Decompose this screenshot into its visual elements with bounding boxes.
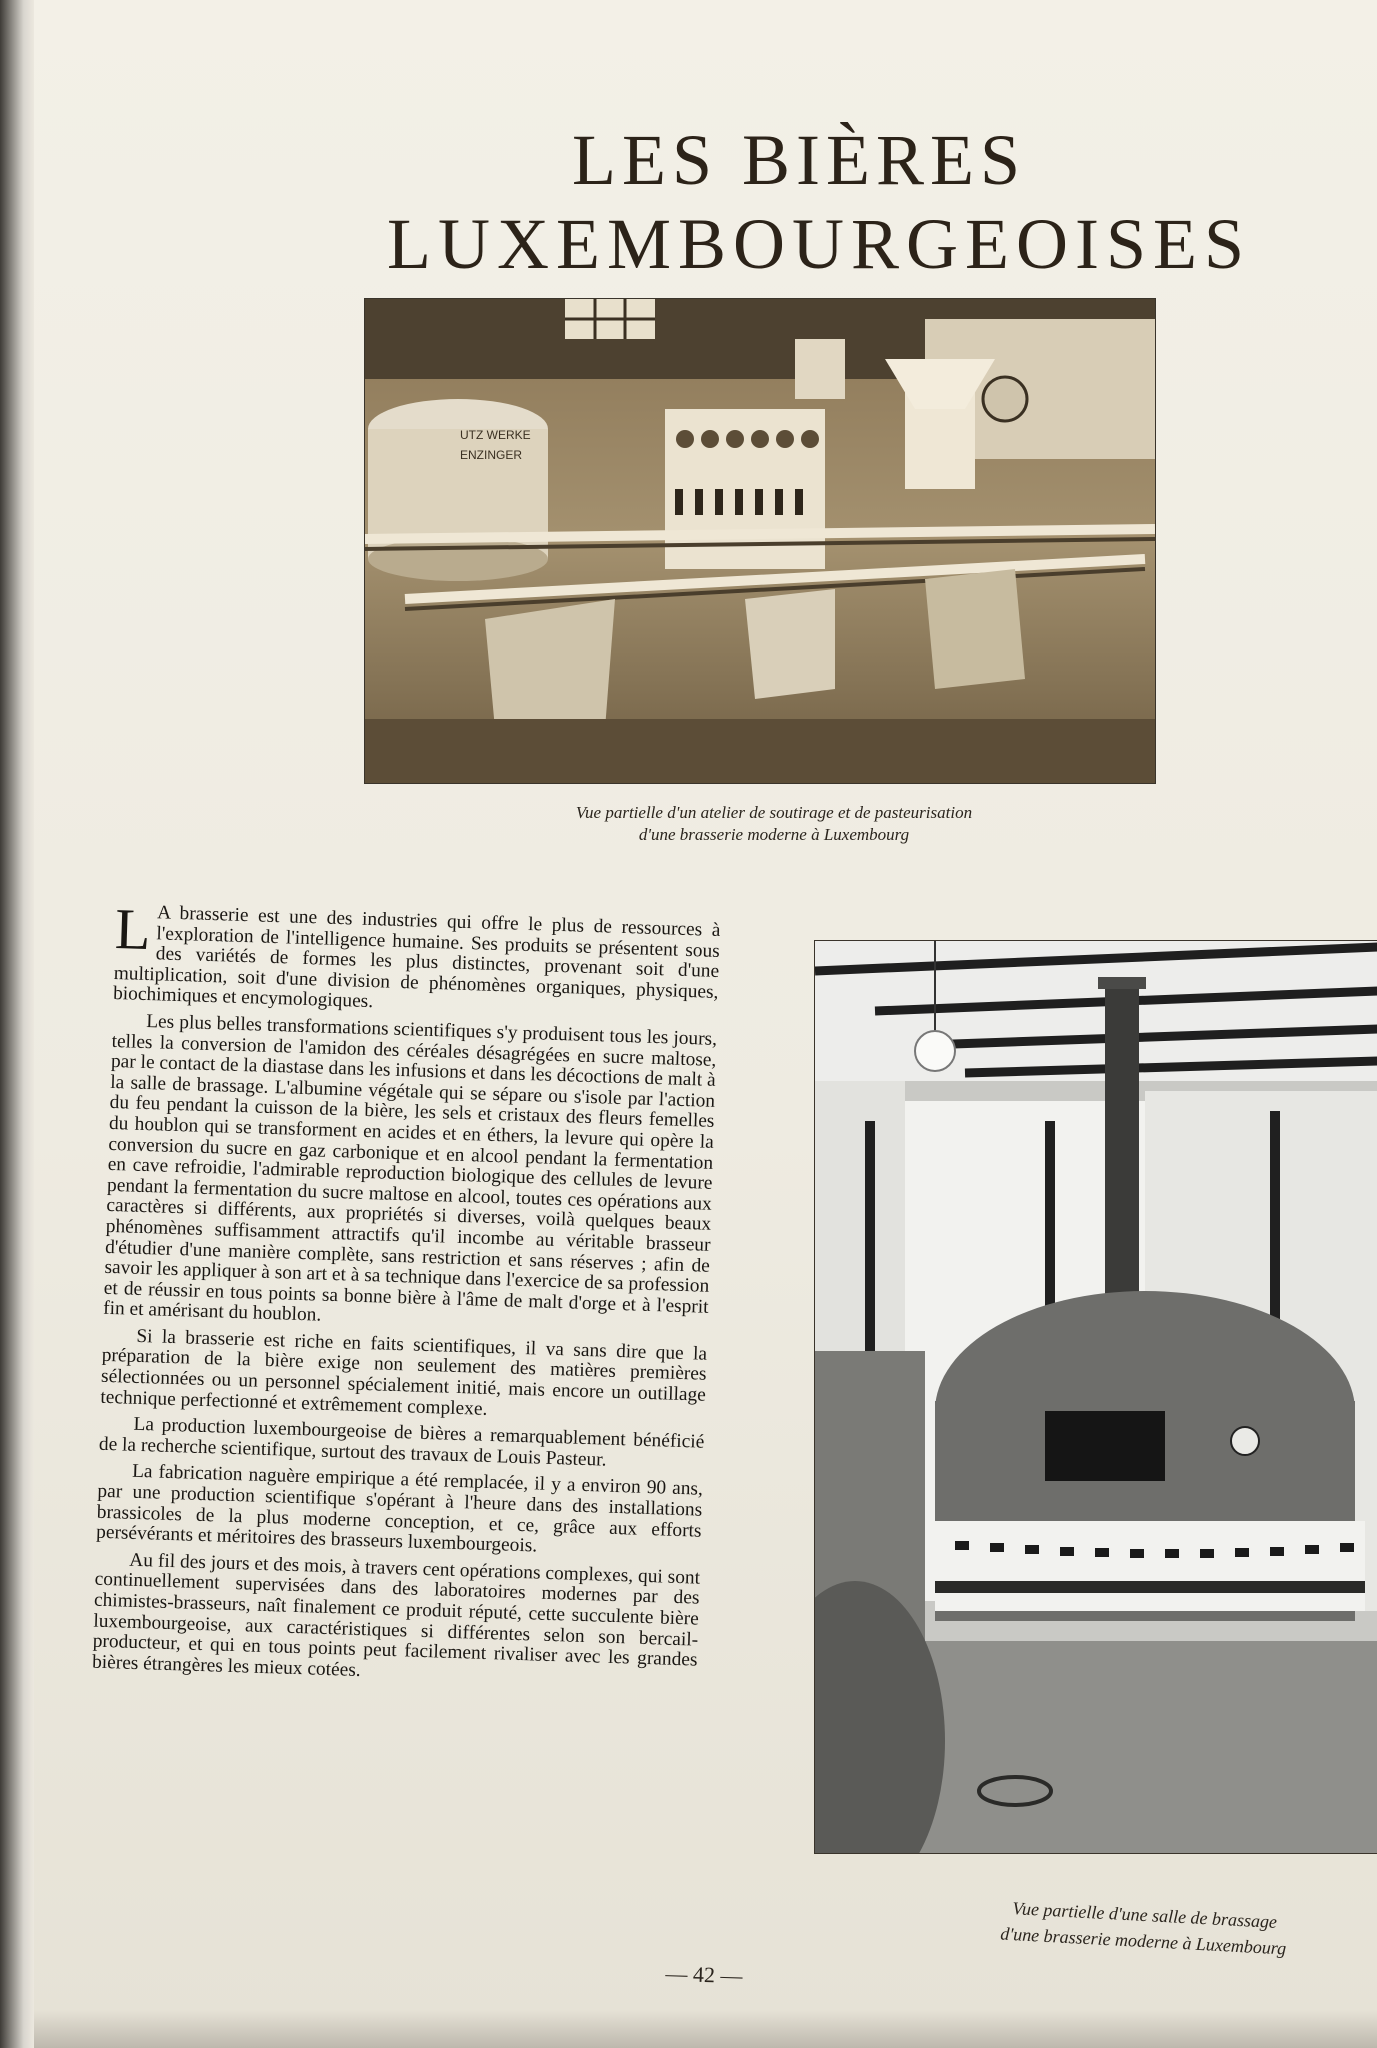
article-body	[91, 896, 721, 1698]
paragraph-2: Les plus belles transformations scientifiques s'y produisent tous les jours, telles la conversion de l'amidon des céréales désagrégées en sucre maltose, par le contact de la diastase dans les infusions et dans les décoctions de malt à la salle de brassage. L'albumine végétale qui se sépare ou s'isole par l'action du feu pendant la cuisson de la bière, les sels et cristaux des fleurs femelles du houblon qui se transforment en acides et en éthers, la levure qui opère la conversion du sucre en gaz carbonique et en alcool pendant la fermentation en cave refroidie, l'admirable reproduction biologique des cellules de levure pendant la fermentation du sucre maltose en alcool, toutes ces opérations aux caractères si différents, aux propriétés si diverses, voilà quelques beaux phénomènes suffisamment attractifs qu'il incombe au véritable brasseur d'étudier d'une manière complète, sans restriction et sans réserves ; afin de savoir les appliquer à son art et à sa technique dans l'exercice de sa profession et de réussir en tous points sa bonne bière à l'âme de malt d'orge et à l'esprit fin et amérisant du houblon.	[102, 1010, 718, 1326]
caption-top-line-2: d'une brasserie moderne à Luxembourg	[638, 825, 910, 844]
paragraph-3: Si la brasserie est riche en faits scientifiques, il va sans dire que la préparation de la bière exige non seulement des matières premières sélectionnées ou un personnel spécialement initié, mais encore un outillage technique perfectionné et extrêmement complexe.	[100, 1325, 708, 1420]
brewhouse-photo	[814, 940, 1377, 1854]
paragraph-6: Au fil des jours et des mois, à travers cent opérations complexes, qui sont continuellement supervisées dans des laboratoires modernes par des chimistes-brasseurs, naît finalement ce produit réputé, cette succulente bière luxembourgeoise, aux caractéristiques si différentes selon son bercail-producteur, et qui en tous points peut facilement rivaliser avec les grandes bières étrangères les mieux cotées.	[91, 1549, 701, 1681]
caption-side-line-2: d'une brasserie moderne à Luxembourg	[999, 1923, 1287, 1959]
photo-caption-side	[923, 1891, 1365, 1966]
magazine-page	[34, 0, 1377, 2048]
brew-kettle-illustration	[815, 941, 1377, 1853]
bottling-machinery-illustration	[365, 299, 1155, 783]
paragraph-5: La fabrication naguère empirique a été remplacée, il y a environ 90 ans, par une production scientifique s'opérant à l'heure dans des installations brassicoles de la plus moderne conception, et ce, grâce aux efforts persévérants et méritoires des brasseurs luxembourgeois.	[95, 1461, 704, 1557]
title-line-1: LES BIÈRES	[571, 120, 1027, 200]
page-bottom-edge	[34, 2010, 1377, 2048]
machine-label-1: UTZ WERKE	[460, 428, 531, 442]
book-spine	[0, 0, 34, 2048]
bottling-room-photo	[364, 298, 1156, 784]
article-title	[264, 118, 1374, 286]
paragraph-4: La production luxembourgeoise de bières a remarquablement bénéficié de la recherche scientifique, surtout des travaux de Louis Pasteur.	[98, 1414, 705, 1471]
drop-cap: L	[114, 896, 152, 963]
caption-side-line-1: Vue partielle d'une salle de brassage	[1011, 1898, 1278, 1932]
title-line-2: LUXEMBOURGEOISES	[386, 204, 1252, 284]
caption-top-line-1: Vue partielle d'un atelier de soutirage et de pasteurisation	[575, 803, 973, 822]
photo-caption-top	[474, 802, 1074, 846]
paragraph-1-text: A brasserie est une des industries qui offre le plus de ressources à l'exploration de l'intelligence humaine. Ses produits se présentent sous des variétés de formes les plus distinctes, provenant soit d'une multiplication, soit d'une division de phénomènes organiques, physiques, biochimiques et encymologiques.	[112, 902, 721, 1013]
page-number: — 42 —	[665, 1960, 743, 1989]
paragraph-1	[112, 896, 721, 1024]
machine-label-2: ENZINGER	[460, 448, 523, 462]
